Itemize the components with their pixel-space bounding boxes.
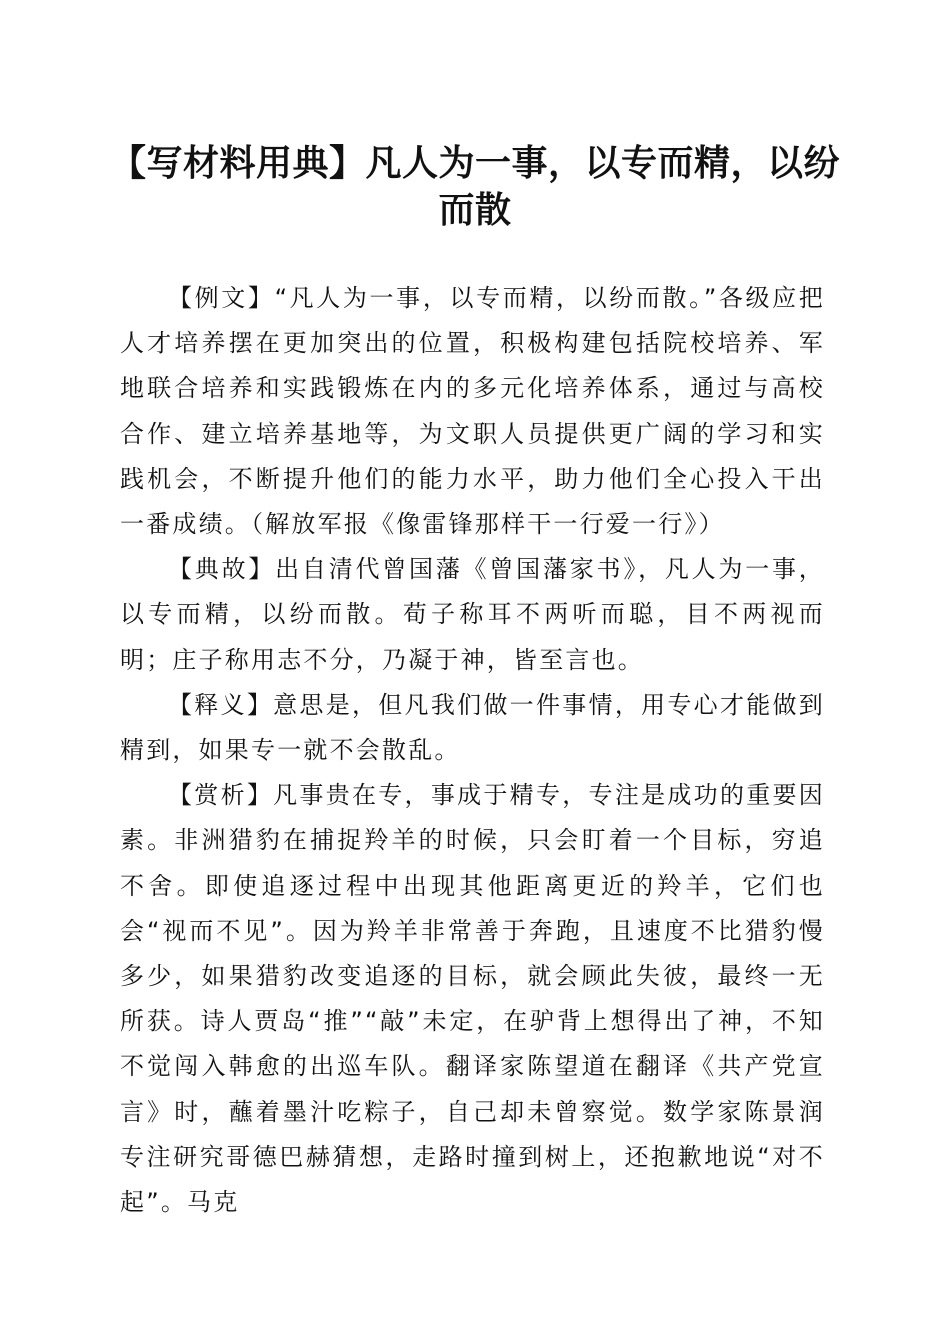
paragraph-example — [120, 276, 825, 547]
section-tag-example: 【例文】 — [168, 284, 275, 312]
section-tag-meaning: 【释义】 — [168, 690, 274, 719]
document-body — [120, 276, 825, 1225]
section-tag-appreciation: 【赏析】 — [168, 781, 274, 810]
paragraph-text: 意思是，但凡我们做一件事情，用专心才能做到精到，如果专一就不会散乱。 — [120, 690, 825, 765]
document-title: 【写材料用典】凡人为一事，以专而精，以纷而散 — [110, 142, 841, 231]
paragraph-meaning — [120, 683, 825, 773]
paragraph-appreciation — [120, 773, 825, 1225]
paragraph-text: “凡人为一事，以专而精，以纷而散。”各级应把人才培养摆在更加突出的位置，积极构建包括院校培养、军地联合培养和实践锻炼在内的多元化培养体系，通过与高校合作、建立培养基地等，为文职人员提供更广阔的学习和实践机会，不断提升他们的能力水平，助力他们全心投入干出一番成绩。（解放军报《像雷锋那样干一行爱一行》） — [120, 284, 826, 539]
paragraph-text: 出自清代曾国藩《曾国藩家书》，凡人为一事，以专而精，以纷而散。荀子称耳不两听而聪，目不两视而明；庄子称用志不分，乃凝于神，皆至言也。 — [120, 555, 825, 674]
paragraph-text: 凡事贵在专，事成于精专，专注是成功的重要因素。非洲猎豹在捕捉羚羊的时候，只会盯着一个目标，穷追不舍。即使追逐过程中出现其他距离更近的羚羊，它们也会“视而不见”。因为羚羊非常善于奔跑，且速度不比猎豹慢多少，如果猎豹改变追逐的目标，就会顾此失彼，最终一无所获。诗人贾岛“推”“敲”未定，在驴背上想得出了神，不知不觉闯入韩愈的出巡车队。翻译家陈望道在翻译《共产党宣言》时，蘸着墨汁吃粽子，自己却未曾察觉。数学家陈景润专注研究哥德巴赫猜想，走路时撞到树上，还抱歉地说“对不起”。马克 — [120, 781, 825, 1217]
paragraph-allusion — [120, 547, 825, 683]
section-tag-allusion: 【典故】 — [168, 555, 276, 584]
